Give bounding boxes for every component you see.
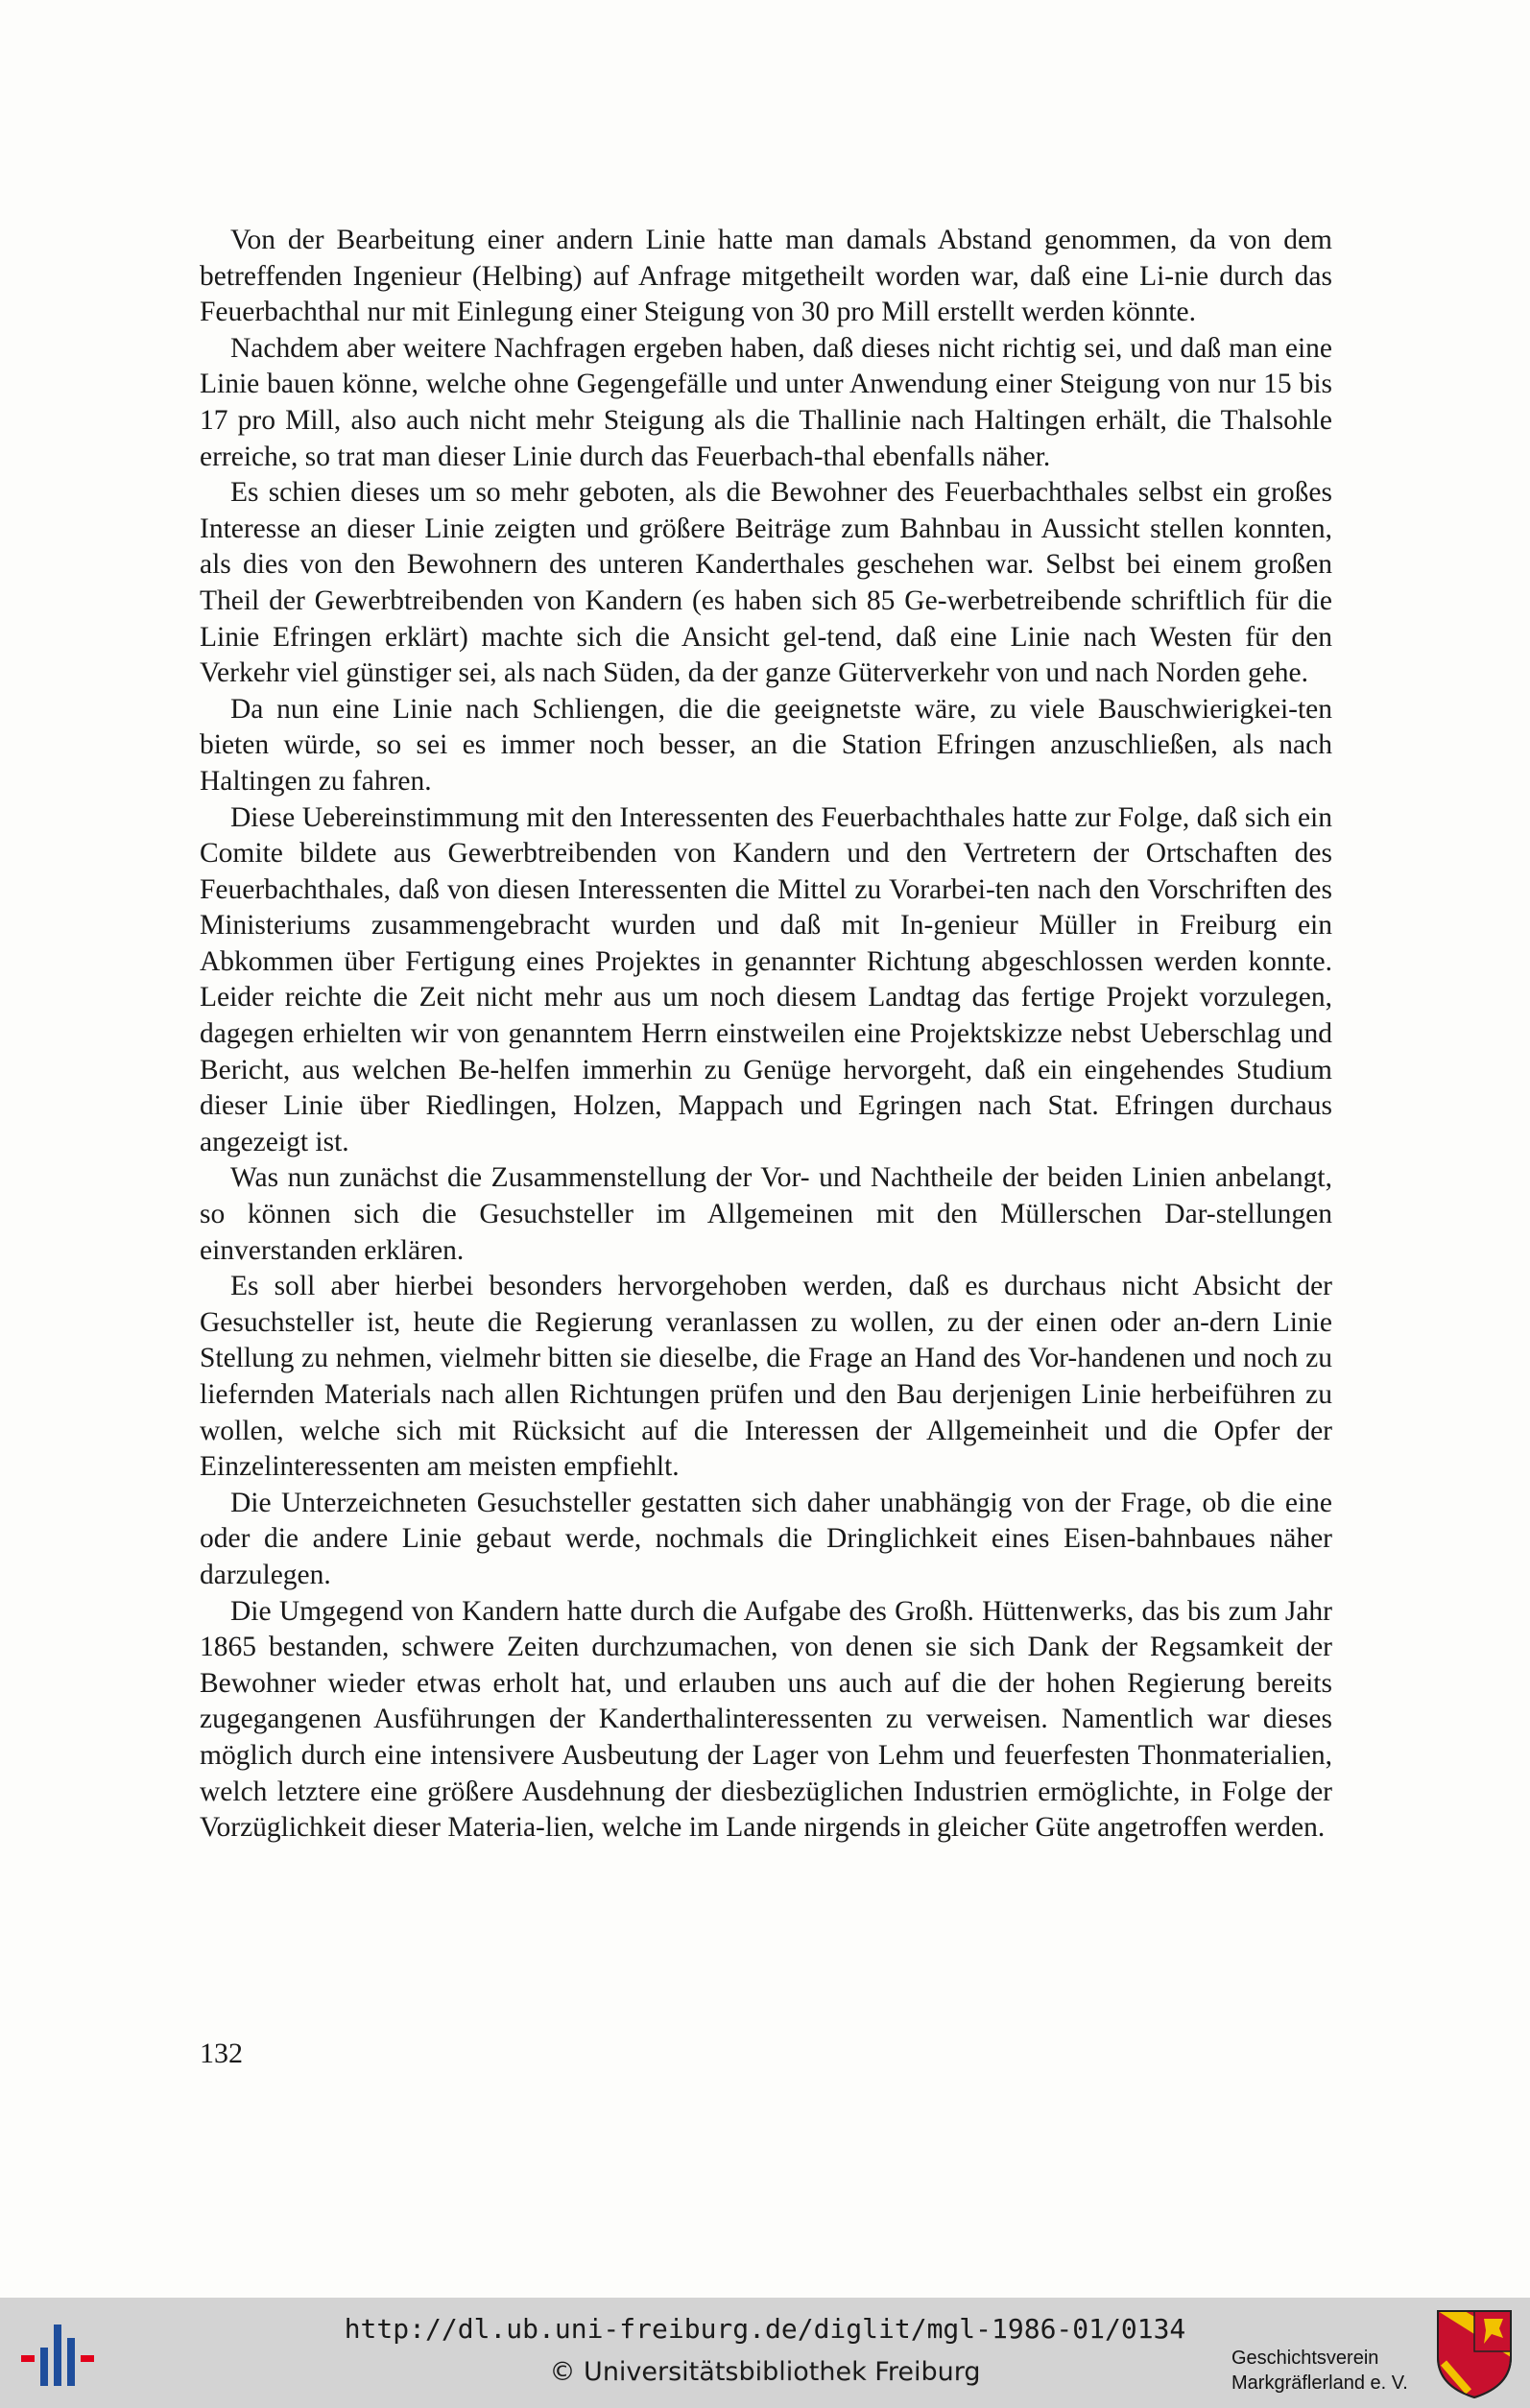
paragraph-8: Die Unterzeichneten Gesuchsteller gestatten sich daher unabhängig von der Frage, ob die eine oder die andere Linie gebaut werde, nochmals die Dringlichkeit eines Eisen-bahnbaues näher darzulegen. xyxy=(200,1487,1332,1590)
paragraph-4: Da nun eine Linie nach Schliengen, die die geeignetste wäre, zu viele Bauschwierigkei-ten bieten würde, so sei es immer noch besser, an die Station Efringen anzuschließen, als nach Haltingen zu fahren. xyxy=(200,693,1332,797)
copyright-notice: © Universitätsbibliothek Freiburg xyxy=(549,2357,981,2387)
page-number: 132 xyxy=(200,2038,243,2069)
paragraph-3: Es schien dieses um so mehr geboten, als die Bewohner des Feuerbachthales selbst ein großes Interesse an dieser Linie zeigten und größere Beiträge zum Bahnbau in Aussicht stellen konnten, als dies von den Bewohnern des unteren Kanderthales geschehen war. Selbst bei einem großen Theil der Gewerbtreibenden von Kandern (es haben sich 85 Ge-werbetreibende schriftlich für die Linie Efringen erklärt) machte sich die Ansicht gel-tend, daß eine Linie nach Westen für den Verkehr viel günstiger sei, als nach Süden, da der ganze Güterverkehr von und nach Norden gehe. xyxy=(200,477,1332,689)
paragraph-6: Was nun zunächst die Zusammenstellung der Vor- und Nachtheile der beiden Linien anbelangt, so können sich die Gesuchsteller im Allgemeinen mit den Müllerschen Dar-stellungen einverstanden erklären. xyxy=(200,1162,1332,1266)
society-name-line2: Markgräflerland e. V. xyxy=(1231,2372,1408,2394)
source-url-link[interactable]: http://dl.ub.uni-freiburg.de/diglit/mgl-1986-01/0134 xyxy=(344,2313,1186,2345)
paragraph-7: Es soll aber hierbei besonders hervorgehoben werden, daß es durchaus nicht Absicht der Gesuchsteller ist, heute die Regierung veranlassen zu wollen, zu der einen oder an-dern Linie Stellung zu nehmen, vielmehr bitten sie dieselbe, die Frage an Hand des Vor-handenen und noch zu liefernden Materials nach allen Richtungen prüfen und den Bau derjenigen Linie herbeiführen zu wollen, welche sich mit Rücksicht auf die Interessen der Allgemeinheit und die Opfer der Einzelinteressenten am meisten empfiehlt. xyxy=(200,1271,1332,1483)
paragraph-9: Die Umgegend von Kandern hatte durch die Aufgabe des Großh. Hüttenwerks, das bis zum Jahr 1865 bestanden, schwere Zeiten durchzumachen, von denen sie sich Dank der Regsamkeit der Bewohner wieder etwas erholt hat, und erlauben uns auch auf die der hohen Regierung bereits zugegangenen Ausführungen der Kanderthalinteressenten zu verweisen. Namentlich war dieses möglich durch eine intensivere Ausbeutung der Lager von Lehm und feuerfesten Thonmaterialien, welch letztere eine größere Ausdehnung der diesbezüglichen Industrien ermöglichte, in Folge der Vorzüglichkeit dieser Materia-lien, welche im Lande nirgends in gleicher Güte angetroffen werden. xyxy=(200,1595,1332,1844)
paragraph-1: Von der Bearbeitung einer andern Linie hatte man damals Abstand genommen, da von dem betreffenden Ingenieur (Helbing) auf Anfrage mitgetheilt worden war, daß eine Li-nie durch das Feuerbachthal nur mit Einlegung einer Steigung von 30 pro Mill erstellt werden könnte. xyxy=(200,225,1332,328)
body-text xyxy=(200,223,1332,1847)
paragraph-5: Diese Uebereinstimmung mit den Interessenten des Feuerbachthales hatte zur Folge, daß sich ein Comite bildete aus Gewerbtreibenden von Kandern und den Vertretern der Ortschaften des Feuerbachthales, daß von diesen Interessenten die Mittel zu Vorarbei-ten nach den Vorschriften des Ministeriums zusammengebracht wurden und daß mit In-genieur Müller in Freiburg ein Abkommen über Fertigung eines Projektes in genannter Richtung abgeschlossen werden konnte. Leider reichte die Zeit nicht mehr aus um noch diesem Landtag das fertige Projekt vorzulegen, dagegen erhielten wir von genanntem Herrn einstweilen eine Projektskizze nebst Ueberschlag und Bericht, aus welchen Be-helfen immerhin zu Genüge hervorgeht, daß ein eingehendes Studium dieser Linie über Riedlingen, Holzen, Mappach und Egringen nach Stat. Efringen durchaus angezeigt ist. xyxy=(200,801,1332,1157)
coat-of-arms-icon[interactable] xyxy=(1436,2309,1513,2399)
footer-bar xyxy=(0,2298,1530,2408)
paragraph-2: Nachdem aber weitere Nachfragen ergeben haben, daß dieses nicht richtig sei, und daß man eine Linie bauen könne, welche ohne Gegengefälle und unter Anwendung einer Steigung von nur 15 bis 17 pro Mill, also auch nicht mehr Steigung als die Thallinie nach Haltingen erhält, die Thalsohle erreiche, so trat man dieser Linie durch das Feuerbach-thal ebenfalls näher. xyxy=(200,332,1332,472)
society-name-line1: Geschichtsverein xyxy=(1231,2348,1379,2369)
society-name xyxy=(1231,2346,1408,2396)
